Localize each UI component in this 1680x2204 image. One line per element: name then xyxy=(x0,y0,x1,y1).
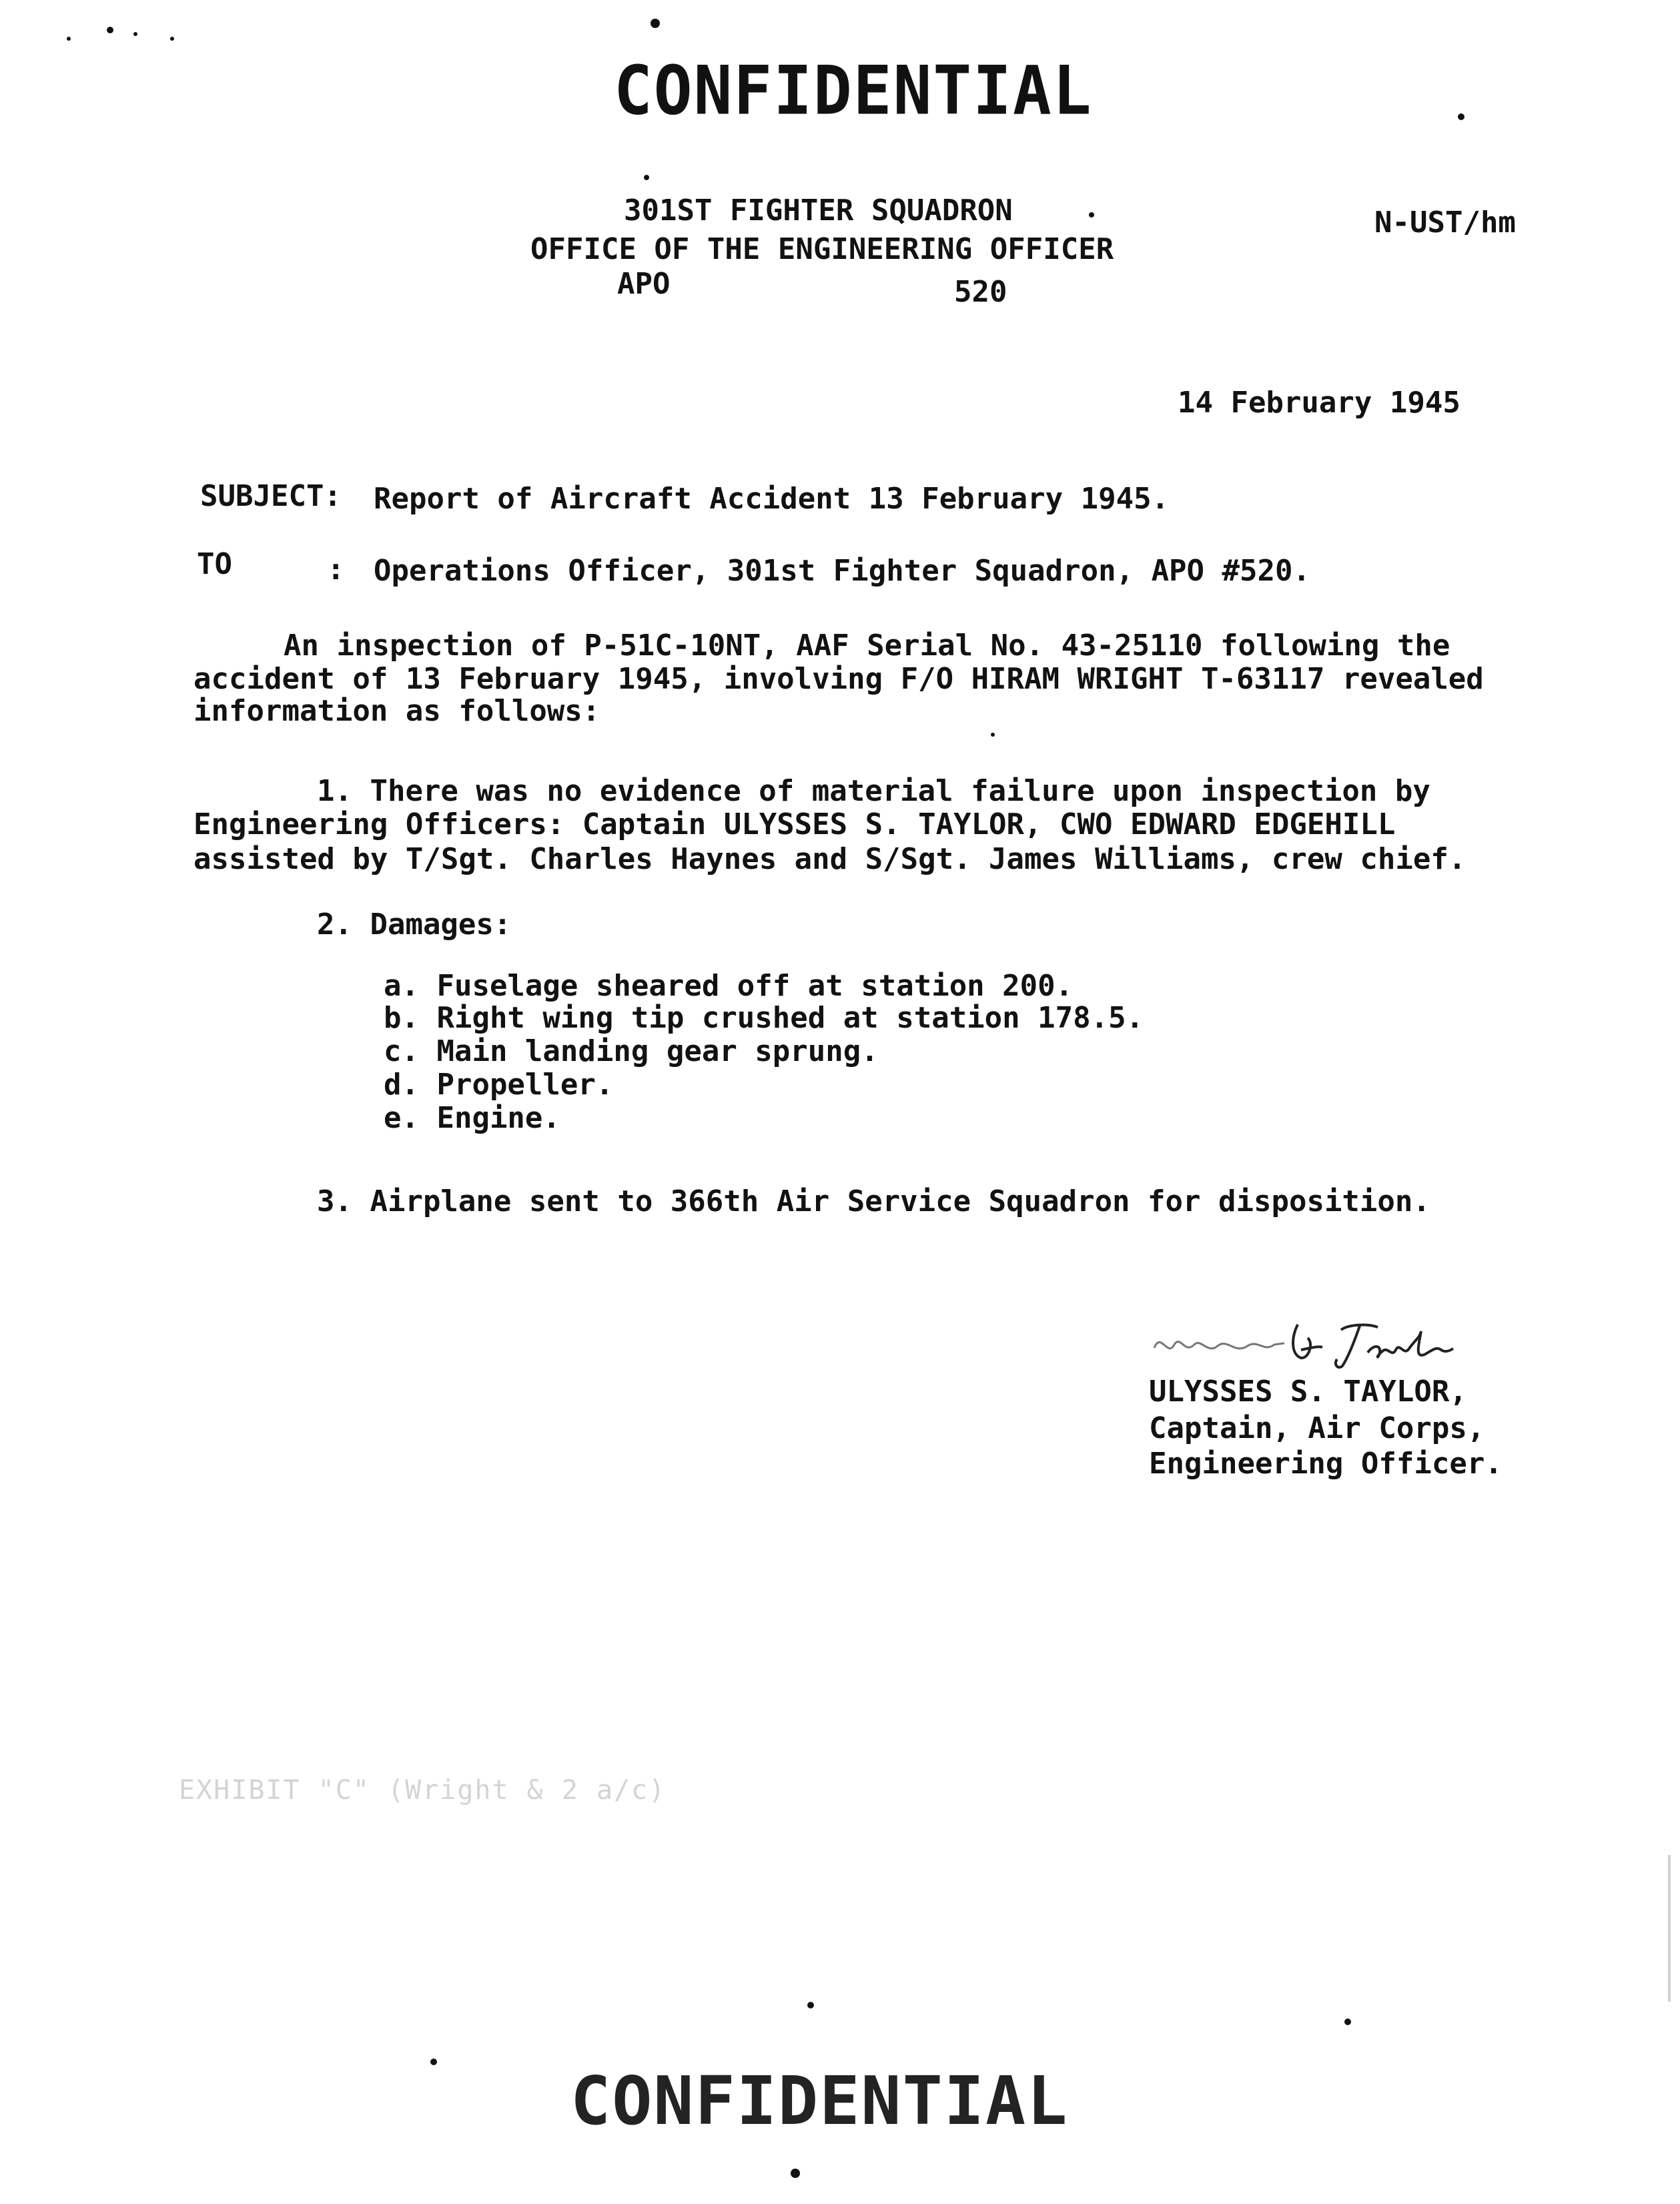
signer-title: Engineering Officer. xyxy=(1149,1447,1503,1481)
scan-speck xyxy=(1089,212,1094,218)
scan-speck xyxy=(1458,113,1464,120)
to-text: Operations Officer, 301st Fighter Squadron, APO #520. xyxy=(374,554,1310,588)
letterhead-unit: 301ST FIGHTER SQUADRON xyxy=(624,194,1013,228)
intro-line-2: accident of 13 February 1945, involving F/O HIRAM WRIGHT T-63117 revealed xyxy=(193,662,1484,696)
item2-heading: 2. Damages: xyxy=(317,907,512,942)
document-date: 14 February 1945 xyxy=(1178,386,1460,420)
signer-rank: Captain, Air Corps, xyxy=(1149,1411,1485,1445)
scan-speck xyxy=(644,175,649,180)
exhibit-note: EXHIBIT "C" (Wright & 2 a/c) xyxy=(179,1775,667,1806)
scan-speck xyxy=(170,37,174,41)
damage-item-b: b. Right wing tip crushed at station 178.5. xyxy=(384,1001,1144,1035)
letterhead-office: OFFICE OF THE ENGINEERING OFFICER xyxy=(530,232,1114,266)
reference-code: N-UST/hm xyxy=(1374,206,1516,240)
item3-text: 3. Airplane sent to 366th Air Service Squadron for disposition. xyxy=(317,1184,1430,1218)
handwritten-signature xyxy=(1148,1318,1461,1371)
scan-speck xyxy=(430,2059,437,2065)
damage-item-a: a. Fuselage sheared off at station 200. xyxy=(384,969,1074,1003)
damage-item-e: e. Engine. xyxy=(384,1101,560,1135)
subject-label: SUBJECT: xyxy=(200,479,342,513)
scan-speck xyxy=(67,37,71,41)
item1-line-2: Engineering Officers: Captain ULYSSES S. TAYLOR, CWO EDWARD EDGEHILL xyxy=(193,807,1396,841)
scan-speck xyxy=(1344,2018,1351,2025)
item1-line-1: 1. There was no evidence of material failure upon inspection by xyxy=(317,774,1430,808)
to-colon: : xyxy=(327,553,345,587)
to-label: TO xyxy=(197,547,232,581)
signer-name: ULYSSES S. TAYLOR, xyxy=(1149,1375,1467,1409)
damage-item-d: d. Propeller. xyxy=(384,1068,614,1102)
scan-speck xyxy=(791,2169,800,2178)
letterhead-apo-number: 520 xyxy=(954,275,1007,309)
scan-speck xyxy=(991,733,995,737)
scan-speck xyxy=(133,32,137,36)
classification-stamp-top: CONFIDENTIAL xyxy=(614,51,1093,130)
classification-stamp-bottom: CONFIDENTIAL xyxy=(570,2062,1069,2140)
scan-speck xyxy=(651,19,660,28)
scan-edge-line xyxy=(1668,1855,1671,2002)
scan-speck xyxy=(807,2002,814,2008)
intro-line-1: An inspection of P-51C-10NT, AAF Serial No. 43-25110 following the xyxy=(284,629,1450,663)
scan-speck xyxy=(107,27,113,33)
damage-item-c: c. Main landing gear sprung. xyxy=(384,1034,879,1068)
item1-line-3: assisted by T/Sgt. Charles Haynes and S/Sgt. James Williams, crew chief. xyxy=(193,842,1466,876)
subject-text: Report of Aircraft Accident 13 February 1945. xyxy=(374,482,1170,516)
letterhead-apo-label: APO xyxy=(617,267,671,301)
intro-line-3: information as follows: xyxy=(193,694,600,728)
